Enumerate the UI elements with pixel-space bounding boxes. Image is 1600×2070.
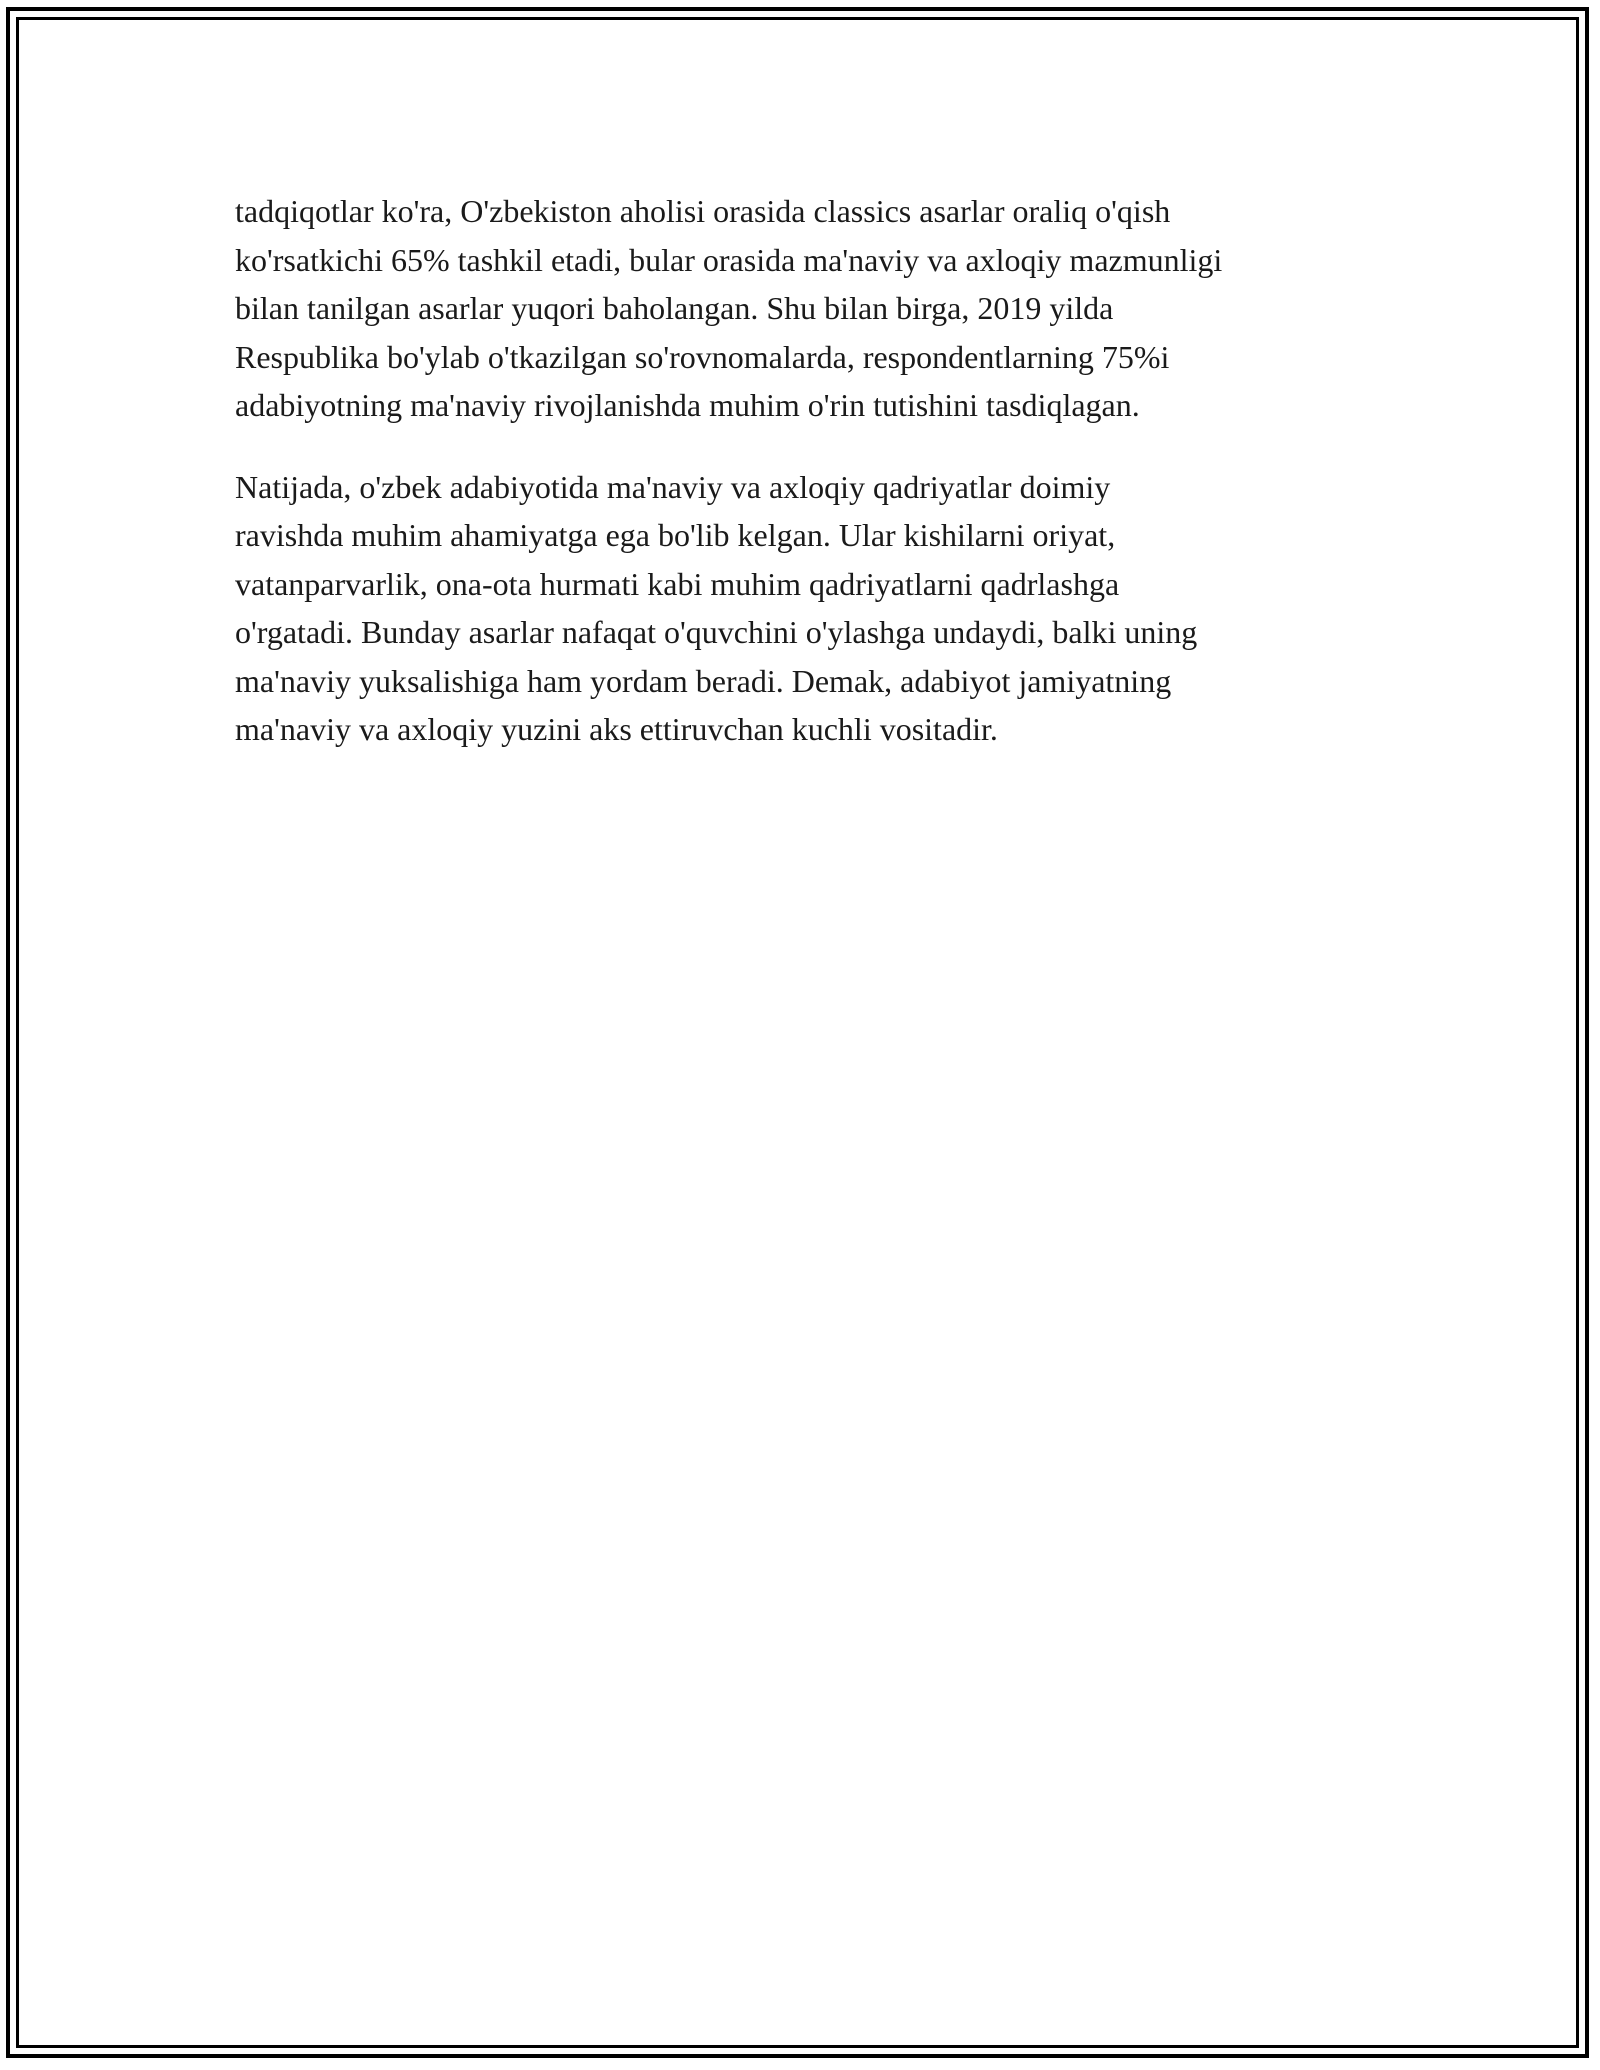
paragraph-2: Natijada, o'zbek adabiyotida ma'naviy va axloqiy qadriyatlar doimiy ravishda muhim ahamiyatga ega bo'lib kelgan. Ular kishilarni oriyat, vatanparvarlik, ona-ota hurmati kabi muhim qadriyatlarni qadrlashga o'rgatadi. Bunday asarlar nafaqat o'quvchini o'ylashga undaydi, balki uning ma'naviy yuksalishiga ham yordam beradi. Demak, adabiyot jamiyatning ma'naviy va axloqiy yuzini aks ettiruvchan kuchli vositadir.	[235, 468, 1198, 747]
paragraph-1: tadqiqotlar ko'ra, O'zbekiston aholisi orasida classics asarlar oraliq o'qish ko'rsatkichi 65% tashkil etadi, bular orasida ma'naviy va axloqiy mazmunligi bilan tanilgan asarlar yuqori baholangan. Shu bilan birga, 2019 yilda Respublika bo'ylab o'tkazilgan so'rovnomalarda, respondentlarning 75%i adabiyotning ma'naviy rivojlanishda muhim o'rin tutishini tasdiqlagan.	[235, 193, 1223, 423]
document-body	[235, 187, 1395, 754]
